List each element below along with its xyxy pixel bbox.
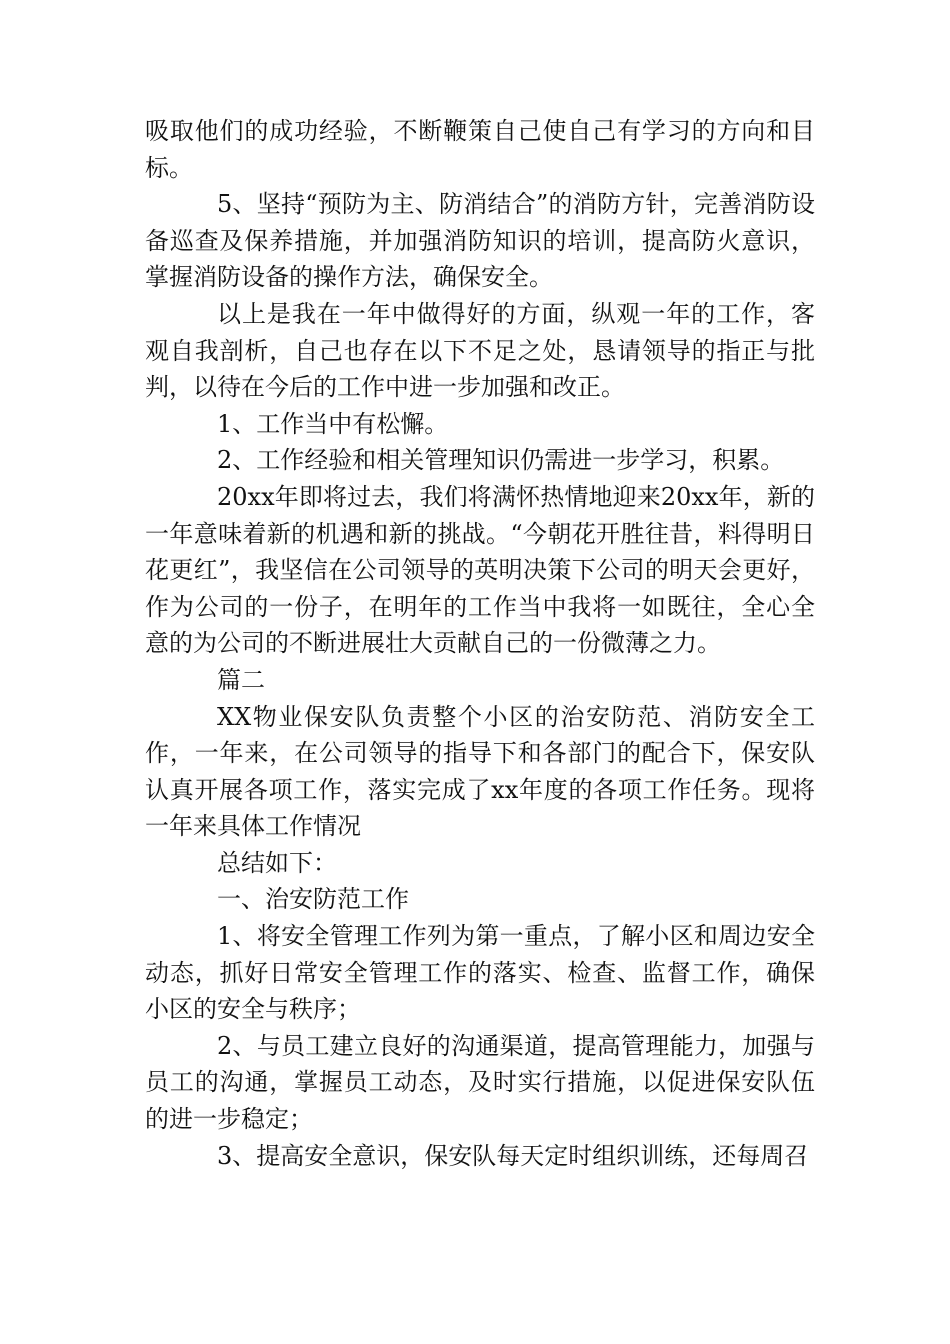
paragraph: 3、提高安全意识，保安队每天定时组织训练，还每周召 — [217, 1141, 809, 1170]
paragraph: 以上是我在一年中做得好的方面，纵观一年的工作，客观自我剖析，自己也存在以下不足之处，恳请领导的指正与批判，以待在今后的工作中进一步加强和改正。 — [145, 299, 815, 402]
paragraph: 2、工作经验和相关管理知识仍需进一步学习，积累。 — [217, 446, 785, 475]
paragraph: XX物业保安队负责整个小区的治安防范、消防安全工作，一年来，在公司领导的指导下和各部门的配合下，保安队认真开展各项工作，落实完成了xx年度的各项工作任务。现将一年来具体工作情况 — [145, 702, 815, 841]
section-heading: 篇二 — [217, 665, 265, 694]
paragraph: 吸取他们的成功经验，不断鞭策自己使自己有学习的方向和目标。 — [145, 117, 815, 182]
paragraph: 20xx年即将过去，我们将满怀热情地迎来20xx年，新的一年意味着新的机遇和新的挑战。“今朝花开胜往昔，料得明日花更红”，我坚信在公司领导的英明决策下公司的明天会更好，作为公司的一份子，在明年的工作当中我将一如既往，全心全意的为公司的不断进展壮大贡献自己的一份微薄之力。 — [145, 482, 815, 658]
paragraph: 5、坚持“预防为主、防消结合”的消防方针，完善消防设备巡查及保养措施，并加强消防知识的培训，提高防火意识，掌握消防设备的操作方法，确保安全。 — [145, 190, 815, 292]
paragraph: 1、将安全管理工作列为第一重点，了解小区和周边安全动态，抓好日常安全管理工作的落实、检查、监督工作，确保小区的安全与秩序； — [145, 922, 815, 1024]
paragraph: 1、工作当中有松懈。 — [217, 409, 449, 438]
paragraph: 2、与员工建立良好的沟通渠道，提高管理能力，加强与员工的沟通，掌握员工动态，及时实行措施，以促进保安队伍的进一步稳定； — [145, 1031, 815, 1134]
document-body — [145, 113, 815, 1174]
paragraph: 总结如下： — [217, 848, 337, 877]
subsection-heading: 一、治安防范工作 — [217, 885, 409, 914]
